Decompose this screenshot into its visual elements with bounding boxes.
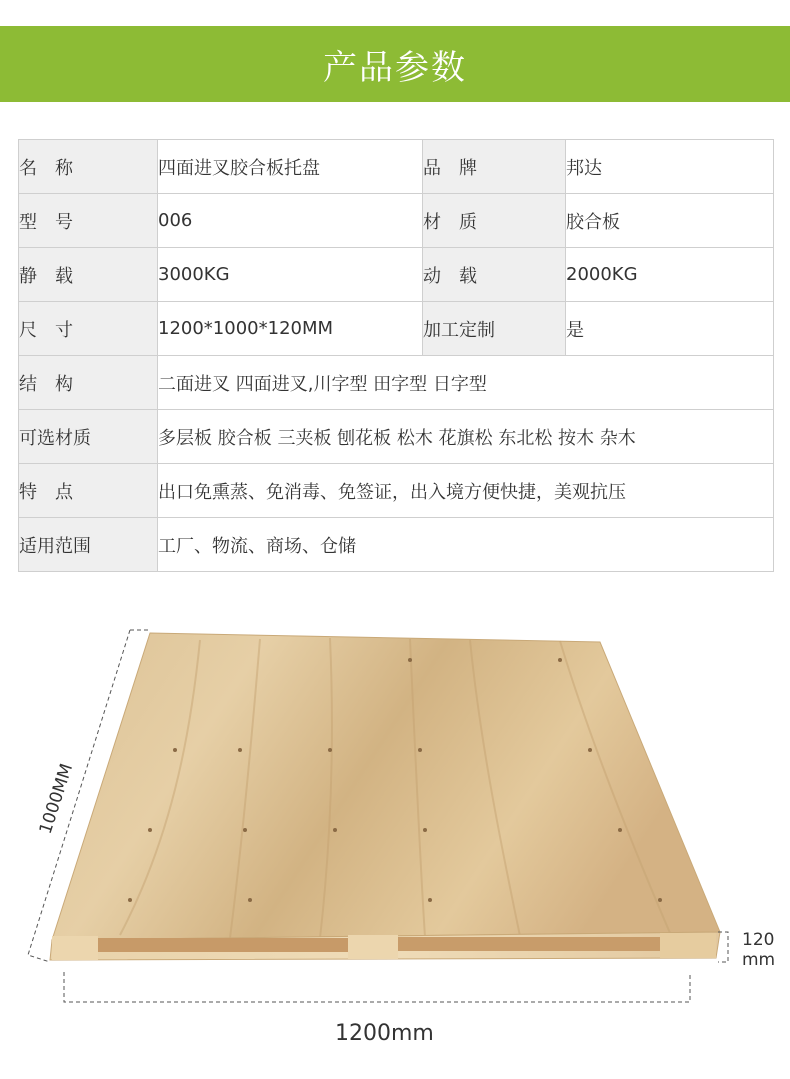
spec-table — [18, 139, 774, 572]
spec-label-customization: 加工定制 — [423, 302, 566, 356]
table-row — [19, 410, 774, 464]
height-label-unit: mm — [742, 950, 776, 970]
spec-value-customization: 是 — [566, 302, 774, 356]
spec-label-features: 特 点 — [19, 464, 158, 518]
pallet-block-center — [348, 935, 398, 959]
depth-label: 1000MM — [35, 761, 78, 837]
spec-value-optional-materials: 多层板 胶合板 三夹板 刨花板 松木 花旗松 东北松 按木 杂木 — [158, 410, 774, 464]
table-row — [19, 302, 774, 356]
height-label-number: 120 — [742, 930, 775, 950]
spec-label-brand: 品 牌 — [423, 140, 566, 194]
spec-label-static-load: 静 载 — [19, 248, 158, 302]
spec-label-dynamic-load: 动 载 — [423, 248, 566, 302]
spec-label-applications: 适用范围 — [19, 518, 158, 572]
spec-value-applications: 工厂、物流、商场、仓储 — [158, 518, 774, 572]
width-label: 1200mm — [335, 1021, 434, 1046]
spec-value-name: 四面进叉胶合板托盘 — [158, 140, 423, 194]
pallet-illustration — [0, 600, 790, 1075]
spec-value-static-load: 3000KG — [158, 248, 423, 302]
spec-value-size: 1200*1000*120MM — [158, 302, 423, 356]
pallet-block-right — [660, 933, 716, 958]
table-row — [19, 140, 774, 194]
page-title: 产品参数 — [323, 47, 467, 88]
spec-value-material: 胶合板 — [566, 194, 774, 248]
spec-label-name: 名 称 — [19, 140, 158, 194]
spec-value-structure: 二面进叉 四面进叉,川字型 田字型 日字型 — [158, 356, 774, 410]
spec-value-features: 出口免熏蒸、免消毒、免签证，出入境方便快捷，美观抗压 — [158, 464, 774, 518]
header-banner — [0, 26, 790, 102]
table-row — [19, 194, 774, 248]
table-row — [19, 356, 774, 410]
spec-label-model: 型 号 — [19, 194, 158, 248]
fork-opening-right — [398, 937, 660, 951]
table-row — [19, 248, 774, 302]
spec-label-structure: 结 构 — [19, 356, 158, 410]
pallet-block-left — [52, 936, 98, 960]
pallet-top-deck — [52, 633, 720, 940]
spec-label-optional-materials: 可选材质 — [19, 410, 158, 464]
spec-value-dynamic-load: 2000KG — [566, 248, 774, 302]
pallet-figure — [0, 600, 790, 1075]
spec-value-brand: 邦达 — [566, 140, 774, 194]
table-row — [19, 464, 774, 518]
spec-label-size: 尺 寸 — [19, 302, 158, 356]
fork-opening-left — [98, 938, 348, 952]
spec-value-model: 006 — [158, 194, 423, 248]
spec-label-material: 材 质 — [423, 194, 566, 248]
table-row — [19, 518, 774, 572]
